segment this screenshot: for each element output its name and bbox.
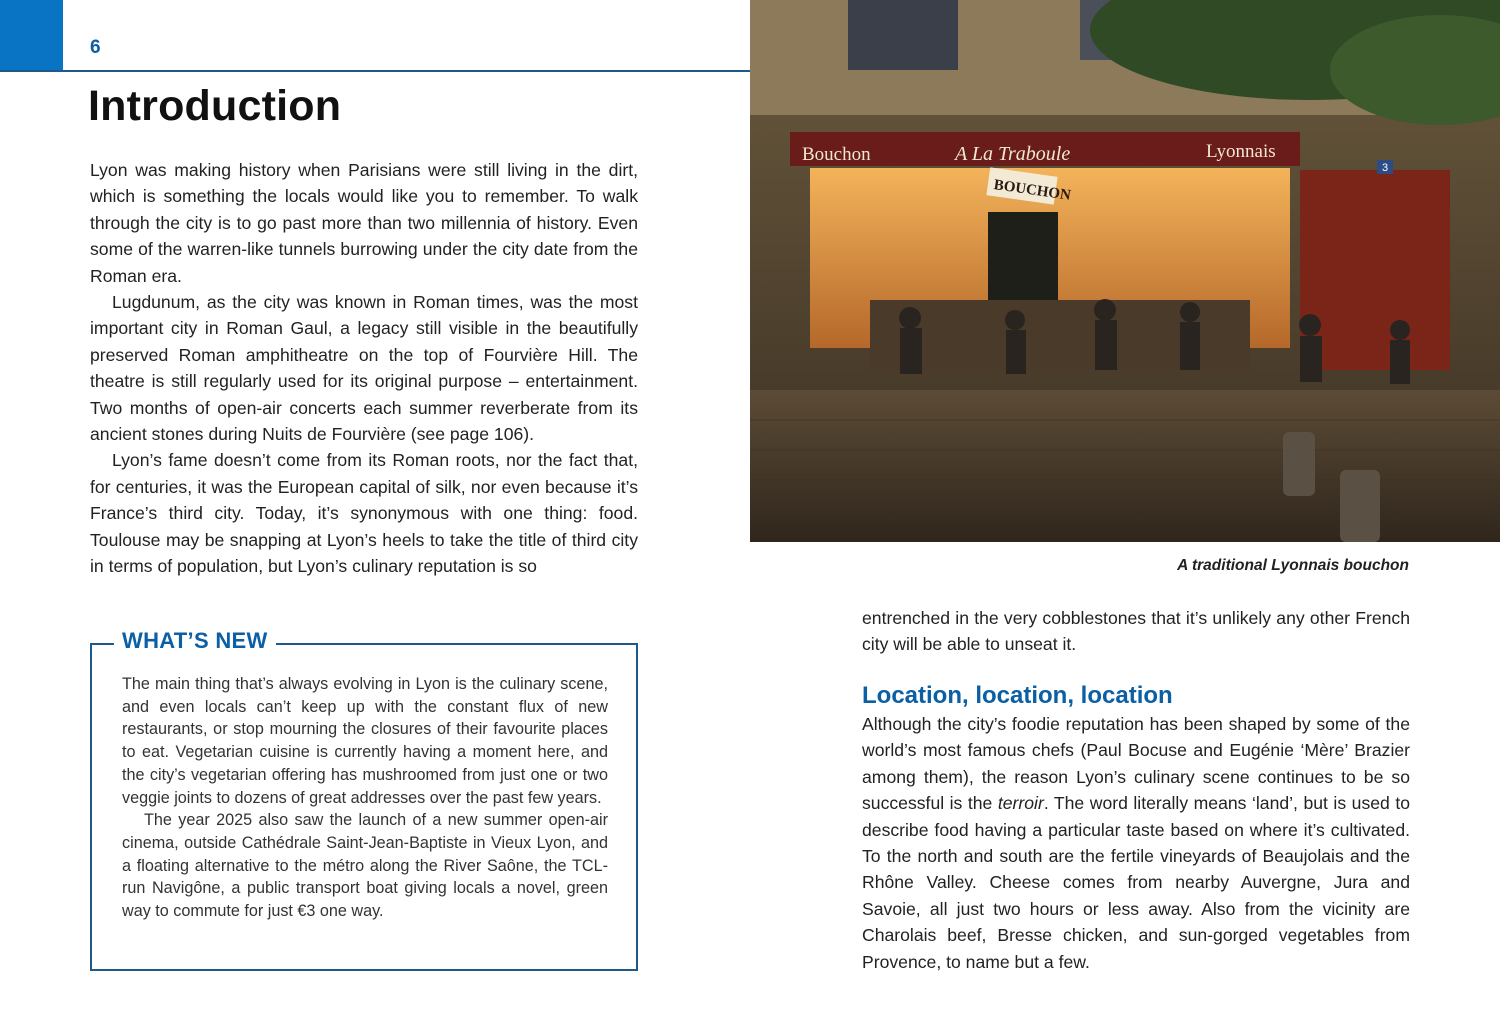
right-page [750,0,1500,1029]
whats-new-title: WHAT’S NEW [114,628,276,654]
bouchon-sign-text: BOUCHON [992,177,1072,204]
header-rule [0,70,750,72]
awning-text-left: Bouchon [802,144,871,165]
terroir-term: terroir [997,793,1044,814]
location-text-before: Although the city’s foodie reputation has been shaped by some of the world’s most famous chefs (Paul Bocuse and Eugénie ‘Mère’ Brazier among them), the reason Lyon’s culinary scene continues to be so successful is the [862,714,1410,814]
page-title: Introduction [88,82,342,130]
house-number: 3 [1382,162,1389,174]
whats-new-paragraph-2: The year 2025 also saw the launch of a new summer open-air cinema, outside Cathédrale Saint-Jean-Baptiste in Vieux Lyon, and a floating alternative to the métro along the River Saône, the TCL-run Navigône, a public transport boat giving locals a novel, green way to commute for just €3 one way. [122,811,608,921]
bollard [1283,432,1315,496]
intro-continued [862,605,1410,658]
location-paragraph [862,711,1410,975]
whats-new-paragraph-1: The main thing that’s always evolving in Lyon is the culinary scene, and even locals can’t keep up with the constant flux of new restaurants, or stop mourning the closures of their favourite places to eat. Vegetarian cuisine is currently having a moment here, and the city’s vegetarian offering has mushroomed from just one or two veggie joints to dozens of great addresses over the past few years. [122,675,608,807]
intro-paragraph-1: Lyon was making history when Parisians were still living in the dirt, which is something the locals would like you to remember. To walk through the city is to go past more than two millennia of history. Even some of the warren-like tunnels burrowing under the city date from the Roman era. [90,160,638,286]
location-body [862,711,1410,975]
intro-body [90,157,638,580]
whats-new-body [122,673,608,923]
window-upper [848,0,958,70]
whats-new-box [90,628,638,971]
awning-text-right: Lyonnais [1206,141,1276,162]
intro-paragraph-2: Lugdunum, as the city was known in Roman times, was the most important city in Roman Gaul, a legacy still visible in the beautifully preserved Roman amphitheatre on the top of Fourvière Hill. The theatre is still regularly used for its original purpose – entertainment. Two months of open-air concerts each summer reverberate from its ancient stones during Nuits de Fourvière (see page 106). [90,292,638,445]
bouchon-photo [750,0,1500,542]
awning-text-center: A La Traboule [955,143,1071,165]
location-heading: Location, location, location [862,682,1173,709]
cobblestone-street [750,390,1500,542]
intro-paragraph-3-continued: entrenched in the very cobblestones that it’s unlikely any other French city will be able to unseat it. [862,608,1410,655]
intro-paragraph-3: Lyon’s fame doesn’t come from its Roman roots, nor the fact that, for centuries, it was the European capital of silk, nor even because it’s France’s third city. Today, it’s synonymous with one thing: food. Toulouse may be snapping at Lyon’s heels to take the title of third city in terms of population, but Lyon’s culinary reputation is so [90,450,638,577]
bollard [1340,470,1380,542]
red-door [1300,170,1450,370]
chapter-tab [0,0,63,72]
location-text-after: . The word literally means ‘land’, but is used to describe food having a particular taste based on where it’s cultivated. To the north and south are the fertile vineyards of Beaujolais and the Rhône Valley. Cheese comes from nearby Auvergne, Jura and Savoie, all just two hours or less away. Also from the vicinity are Charolais beef, Bresse chicken, and sun-gorged vegetables from Provence, to name but a few. [862,793,1410,972]
photo-caption: A traditional Lyonnais bouchon [1177,557,1409,574]
page-number: 6 [90,37,101,58]
